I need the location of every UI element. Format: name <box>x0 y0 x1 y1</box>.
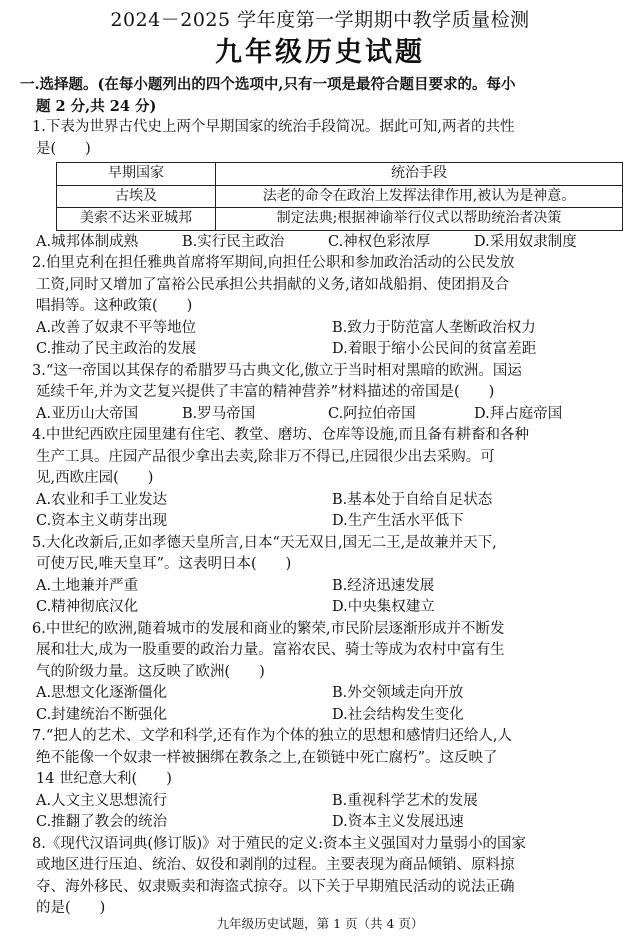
option-a[interactable]: A.改善了奴隶不平等地位 <box>36 319 197 336</box>
option-c[interactable]: C.阿拉伯帝国 <box>328 405 416 422</box>
option-a[interactable]: A.土地兼并严重 <box>36 577 139 594</box>
options-row <box>20 232 620 254</box>
option-b[interactable]: B.经济迅速发展 <box>332 577 435 594</box>
question-5 <box>20 533 620 619</box>
option-b[interactable]: B.基本处于自给自足状态 <box>332 491 493 508</box>
question-3 <box>20 361 620 426</box>
question-stem-line: 生产工具。庄园产品很少拿出去卖,除非万不得已,庄园很少出去采购。可 <box>36 448 495 465</box>
question-stem-line: 7.“把人的艺术、文学和科学,还有作为个体的独立的思想和感情归还给人,人 <box>32 728 512 744</box>
question-stem-line: 14 世纪意大利( ) <box>36 771 172 787</box>
table-cell: 美索不达米亚城邦 <box>57 208 216 231</box>
option-b[interactable]: B.外交领域走向开放 <box>332 685 464 701</box>
question-stem-line: 见,西欧庄园( ) <box>36 470 154 486</box>
options-grid <box>20 490 620 533</box>
table-row <box>57 185 623 208</box>
question-stem-line: 1.下表为世界古代史上两个早期国家的统治手段简况。据此可知,两者的共性 <box>32 119 515 135</box>
option-d[interactable]: D.生产生活水平低下 <box>332 513 464 529</box>
exam-title: 2024－2025 学年度第一学期期中教学质量检测 <box>110 9 530 31</box>
question-2 <box>20 253 620 361</box>
option-a[interactable]: A.农业和手工业发达 <box>36 491 168 508</box>
options-row <box>20 404 620 426</box>
table-header-cell: 统治手段 <box>216 163 623 186</box>
option-c[interactable]: C.封建统治不断强化 <box>36 706 168 723</box>
table-cell: 制定法典;根据神谕举行仪式以帮助统治者决策 <box>216 208 623 231</box>
options-grid <box>20 683 620 726</box>
question-stem-line: 的是( ) <box>36 900 106 916</box>
question-stem-line: 可使万民,唯天皇耳”。这表明日本( ) <box>36 556 292 572</box>
option-c[interactable]: C.推翻了教会的统治 <box>36 814 168 830</box>
section-heading <box>20 74 620 117</box>
question-stem-line: 工资,同时又增加了富裕公民承担公共捐献的义务,诸如战船捐、使团捐及合 <box>36 276 510 293</box>
option-c[interactable]: C.神权色彩浓厚 <box>328 233 431 250</box>
options-grid <box>20 576 620 619</box>
question-stem-line: 展和壮大,成为一股重要的政治力量。富裕农民、骑士等成为农村中富有生 <box>36 642 505 658</box>
question-4 <box>20 425 620 533</box>
option-d[interactable]: D.拜占庭帝国 <box>474 405 563 422</box>
paper-title: 九年级历史试题 <box>215 37 425 68</box>
table-header-row <box>57 163 623 186</box>
table-cell: 古埃及 <box>57 185 216 208</box>
option-a[interactable]: A.人文主义思想流行 <box>36 792 168 809</box>
question-stem-line: 2.伯里克利在担任雅典首席将军期间,向担任公职和参加政治活动的公民发放 <box>32 255 515 271</box>
question-stem-line: 4.中世纪西欧庄园里建有住宅、教堂、磨坊、仓库等设施,而且备有耕畜和各种 <box>32 427 529 443</box>
option-b[interactable]: B.致力于防范富人垄断政治权力 <box>332 319 536 336</box>
table-row <box>57 208 623 231</box>
question-stem-line: 气的阶级力量。这反映了欧洲( ) <box>36 663 265 680</box>
option-c[interactable]: C.资本主义萌芽出现 <box>36 513 168 529</box>
option-d[interactable]: D.着眼于缩小公民间的贫富差距 <box>332 341 537 357</box>
option-a[interactable]: A.城邦体制成熟 <box>36 233 139 250</box>
option-b[interactable]: B.重视科学艺术的发展 <box>332 792 478 809</box>
question-8 <box>20 834 620 920</box>
option-d[interactable]: D.采用奴隶制度 <box>474 233 577 250</box>
question-stem-line: 8.《现代汉语词典(修订版)》对于殖民的定义:资本主义强国对力量弱小的国家 <box>32 835 527 852</box>
table-cell: 法老的命令在政治上发挥法律作用,被认为是神意。 <box>216 185 623 208</box>
question-7 <box>20 726 620 834</box>
option-d[interactable]: D.社会结构发生变化 <box>332 706 464 723</box>
question-stem-line: 6.中世纪的欧洲,随着城市的发展和商业的繁荣,市民阶层逐渐形成并不断发 <box>32 620 505 637</box>
table-header-cell: 早期国家 <box>57 163 216 186</box>
question-stem-line: 或地区进行压迫、统治、奴役和剥削的过程。主要表现为商品倾销、原料掠 <box>36 857 515 873</box>
option-a[interactable]: A.思想文化逐渐僵化 <box>36 685 168 701</box>
option-c[interactable]: C.推动了民主政治的发展 <box>36 341 197 357</box>
rule-comparison-table <box>56 162 623 231</box>
options-grid <box>20 791 620 834</box>
question-stem-line: 绝不能像一个奴隶一样被捆绑在教条之上,在锁链中死亡腐朽”。这反映了 <box>36 749 498 766</box>
options-grid <box>20 318 620 361</box>
option-c[interactable]: C.精神彻底汉化 <box>36 599 139 615</box>
question-stem-line: 是( ) <box>36 140 91 157</box>
section-heading-line-1: 一.选择题。(在每小题列出的四个选项中,只有一项是最符合题目要求的。每小 <box>20 76 516 93</box>
option-a[interactable]: A.亚历山大帝国 <box>36 405 139 422</box>
question-stem-line: 3.“这一帝国以其保存的希腊罗马古典文化,傲立于当时相对黑暗的欧洲。国运 <box>32 362 522 379</box>
question-1 <box>20 117 620 253</box>
option-d[interactable]: D.中央集权建立 <box>332 599 435 615</box>
question-stem-line: 5.大化改新后,正如孝德天皇所言,日本“天无双日,国无二王,是故兼并天下, <box>32 534 497 551</box>
page-footer: 九年级历史试题，第 1 页（共 4 页） <box>216 916 424 931</box>
option-b[interactable]: B.实行民主政治 <box>182 233 285 250</box>
option-d[interactable]: D.资本主义发展迅速 <box>332 814 464 830</box>
question-stem-line: 唱捐等。这种政策( ) <box>36 298 193 314</box>
question-6 <box>20 619 620 727</box>
question-stem-line: 夺、海外移民、奴隶贩卖和海盗式掠夺。以下关于早期殖民活动的说法正确 <box>36 878 515 895</box>
option-b[interactable]: B.罗马帝国 <box>182 405 256 422</box>
section-heading-line-2: 题 2 分,共 24 分) <box>36 97 157 115</box>
question-stem-line: 延续千年,并为文艺复兴提供了丰富的精神营养”材料描述的帝国是( ) <box>36 384 495 400</box>
